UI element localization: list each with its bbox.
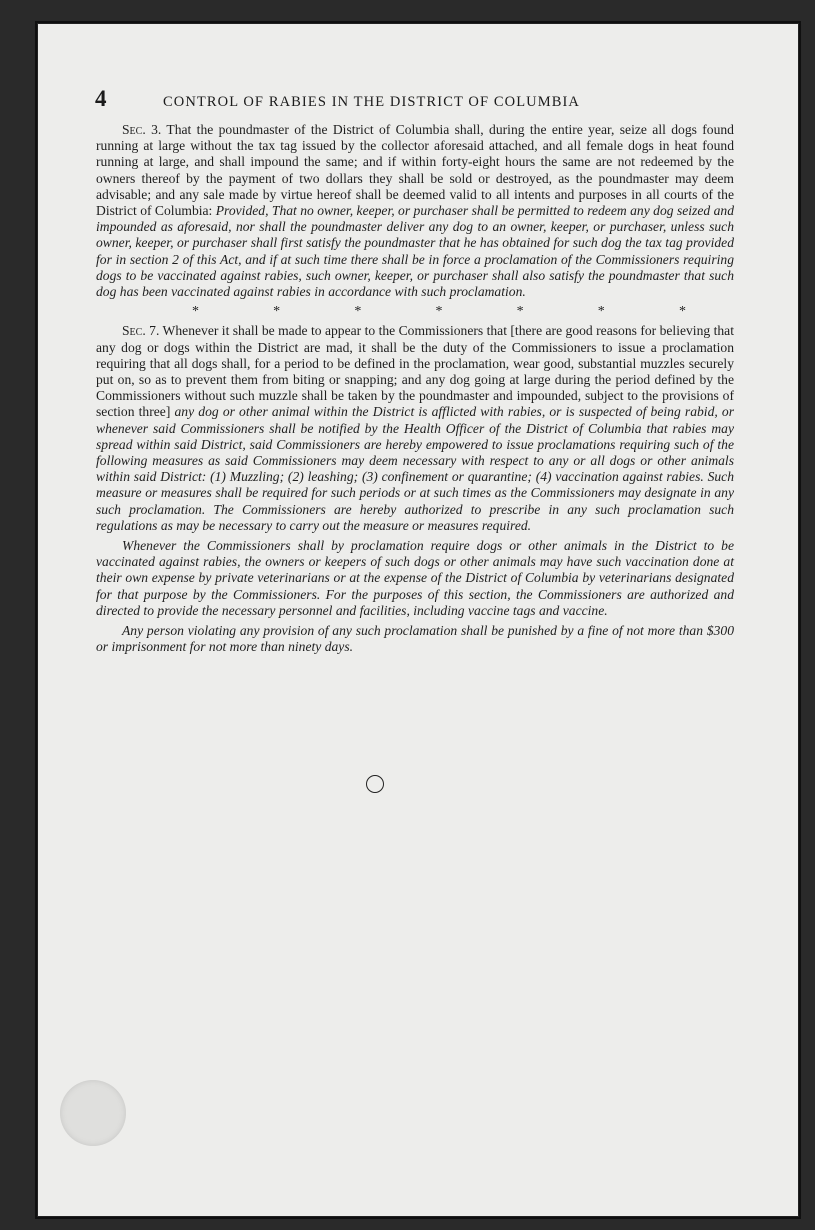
vaccination-paragraph: Whenever the Commissioners shall by proclamation require dogs or other animals in the District to be vaccinated against rabies, the owners or keepers of such dogs or other animals may have such vaccination done at their own expense by private veterinarians or at the expense of the District of Columbia by veterinarians designated for that purpose by the Commissioners. For the purposes of this section, the Commissioners are authorized and directed to provide the necessary personnel and facilities, including vaccine tags and vaccine. [96,538,734,618]
page-header [95,86,735,112]
star: * [597,304,605,320]
faded-stamp [60,1080,126,1146]
star: * [435,304,443,320]
section-7-inserted-text: any dog or other animal within the District is afflicted with rabies, or is suspected of being rabid, or whenever said Commissioners shall be notified by the Health Officer of the District of Columbia that rabies may spread within said District, said Commissioners are hereby empowered to issue proclamations requiring such of the following measures as said Commissioners may deem necessary with respect to any or all dogs or other animals within said District: (1) Muzzling; (2) leashing; (3) confinement or quarantine; (4) vaccination against rabies. Such measure or measures shall be required for such periods or at such times as the Commissioners may designate in any such proclamation. The Commissioners are hereby authorized to prescribe in any such proclamation such regulations as may be necessary to carry out the measure or measures required. [96,404,734,533]
star: * [273,304,281,320]
star: * [192,304,199,320]
omission-stars [96,304,734,320]
star: * [354,304,362,320]
section-3-proviso: Provided, That no owner, keeper, or purchaser shall be permitted to redeem any dog seized and impounded as aforesaid, nor shall the poundmaster deliver any dog to an owner, keeper, or purchaser, unless such owner, keeper, or purchaser shall first satisfy the poundmaster that he has obtained for such dog the tax tag provided for in section 2 of this Act, and if at such time there shall be in force a proclamation of the Commissioners requiring dogs to be vaccinated against rabies, such owner, keeper, or purchaser shall also satisfy the poundmaster that such dog has been vaccinated against rabies in accordance with such proclamation. [96,203,734,300]
section-3-text: That the poundmaster of the District of Columbia shall, during the entire year, seize all dogs found running at large without the tax tag issued by the collector aforesaid attached, and all female dogs in heat found running at large, and shall impound the same; and if within forty-eight hours the same are not redeemed by the owners thereof by the payment of two dollars they shall be sold or destroyed, as the poundmaster may deem advisable; and any sale made by virtue hereof shall be deemed valid to all intents and purposes in all courts of the District of Columbia: [96,122,734,219]
document-body [96,122,734,660]
penalty-paragraph: Any person violating any provision of any such proclamation shall be punished by a fine of not more than $300 or imprisonment for not more than ninety days. [96,623,734,655]
section-7-deleted-text: [there are good reasons for believing that any dog or dogs within the District are mad, it shall be the duty of the Commissioners to issue a proclamation requiring that all dogs shall, for a period to be defined in the proclamation, wear good, substantial muzzles securely put on, so as to prevent them from biting or snapping; and any dog going at large during the period defined by the Commissioners without such muzzle shall be taken by the poundmaster and impounded, subject to the provisions of section three] [96,323,734,420]
end-mark-circle [366,775,384,793]
section-3-label: Sec. 3. [122,122,162,137]
page-number: 4 [95,86,107,111]
section-7-paragraph [96,323,734,534]
section-7-text: Whenever it shall be made to appear to the Commissioners that [159,323,511,339]
star: * [678,304,686,320]
star: * [516,304,524,320]
section-7-label: Sec. 7. [122,323,160,339]
section-3-paragraph [96,122,734,300]
running-title: CONTROL OF RABIES IN THE DISTRICT OF COLUMBIA [163,94,580,110]
